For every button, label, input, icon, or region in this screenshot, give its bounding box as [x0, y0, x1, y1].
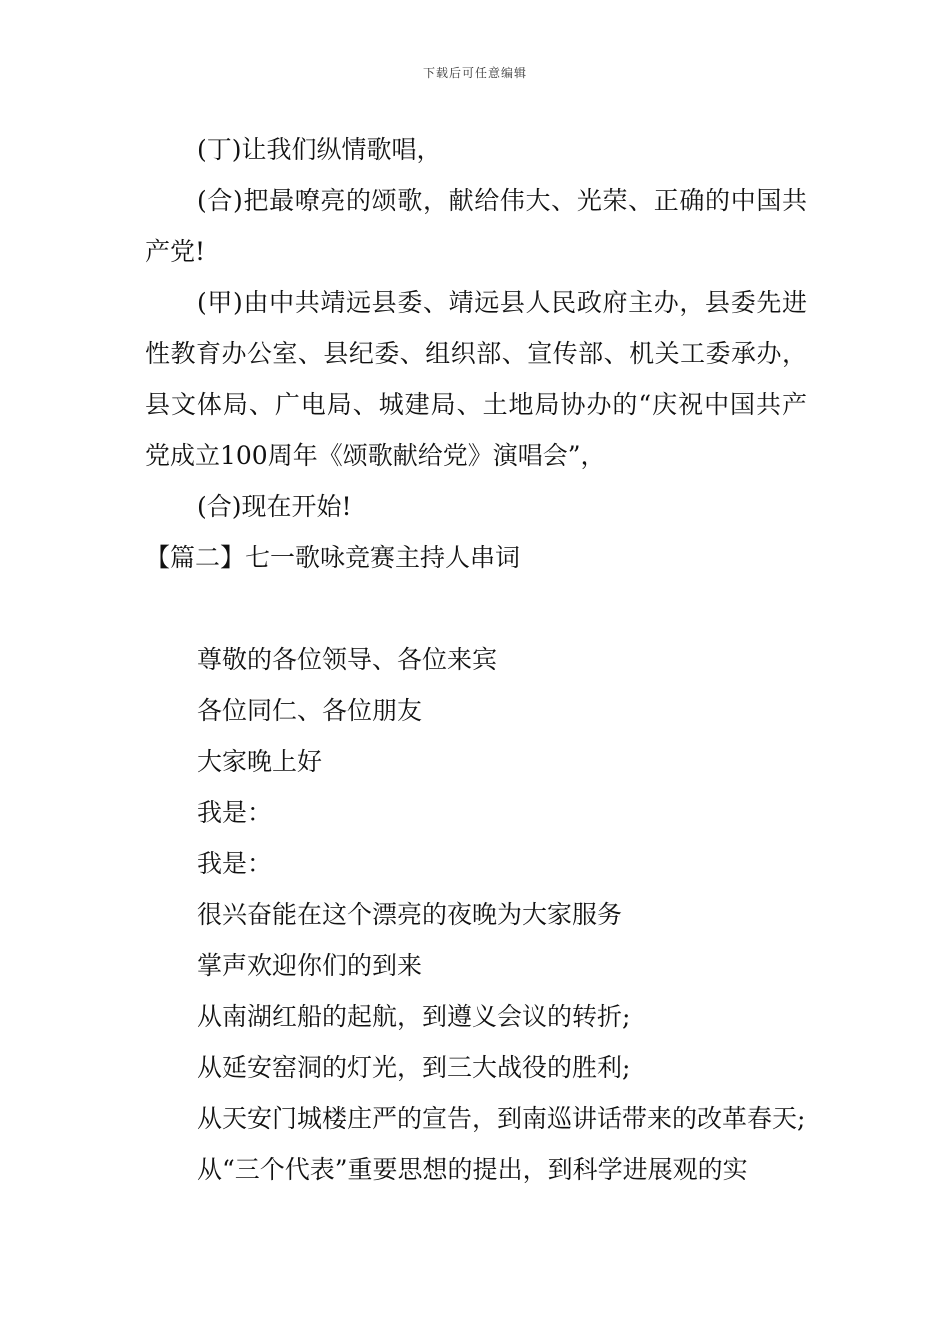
paragraph: (丁)让我们纵情歌唱，	[197, 135, 442, 164]
paragraph: 我是：	[197, 849, 273, 878]
document-body	[145, 124, 807, 1195]
paragraph: 从天安门城楼庄严的宣告，到南巡讲话带来的改革春天;	[197, 1104, 806, 1133]
paragraph: (甲)由中共靖远县委、靖远县人民政府主办，县委先进性教育办公室、县纪委、组织部、宣传部、机关工委承办，县文体局、广电局、城建局、土地局协办的“庆祝中国共产党成立100周年《颂歌献给党》演唱会”，	[145, 288, 807, 470]
paragraph: 大家晚上好	[197, 747, 323, 776]
paragraph: 从南湖红船的起航，到遵义会议的转折;	[197, 1002, 631, 1031]
spacer	[145, 583, 807, 634]
paragraph: (合)把最嘹亮的颂歌，献给伟大、光荣、正确的中国共产党!	[145, 186, 807, 266]
paragraph: 很兴奋能在这个漂亮的夜晚为大家服务	[197, 900, 623, 929]
paragraph: 从“三个代表”重要思想的提出，到科学进展观的实	[197, 1155, 748, 1184]
paragraph: 从延安窑洞的灯光，到三大战役的胜利;	[197, 1053, 631, 1082]
paragraph: (合)现在开始!	[197, 492, 352, 521]
paragraph: 各位同仁、各位朋友	[197, 696, 423, 725]
section-heading: 【篇二】七一歌咏竞赛主持人串词	[145, 543, 521, 572]
page-header: 下载后可任意编辑	[422, 66, 527, 80]
paragraph: 掌声欢迎你们的到来	[197, 951, 423, 980]
paragraph: 我是：	[197, 798, 273, 827]
paragraph: 尊敬的各位领导、各位来宾	[197, 645, 498, 674]
